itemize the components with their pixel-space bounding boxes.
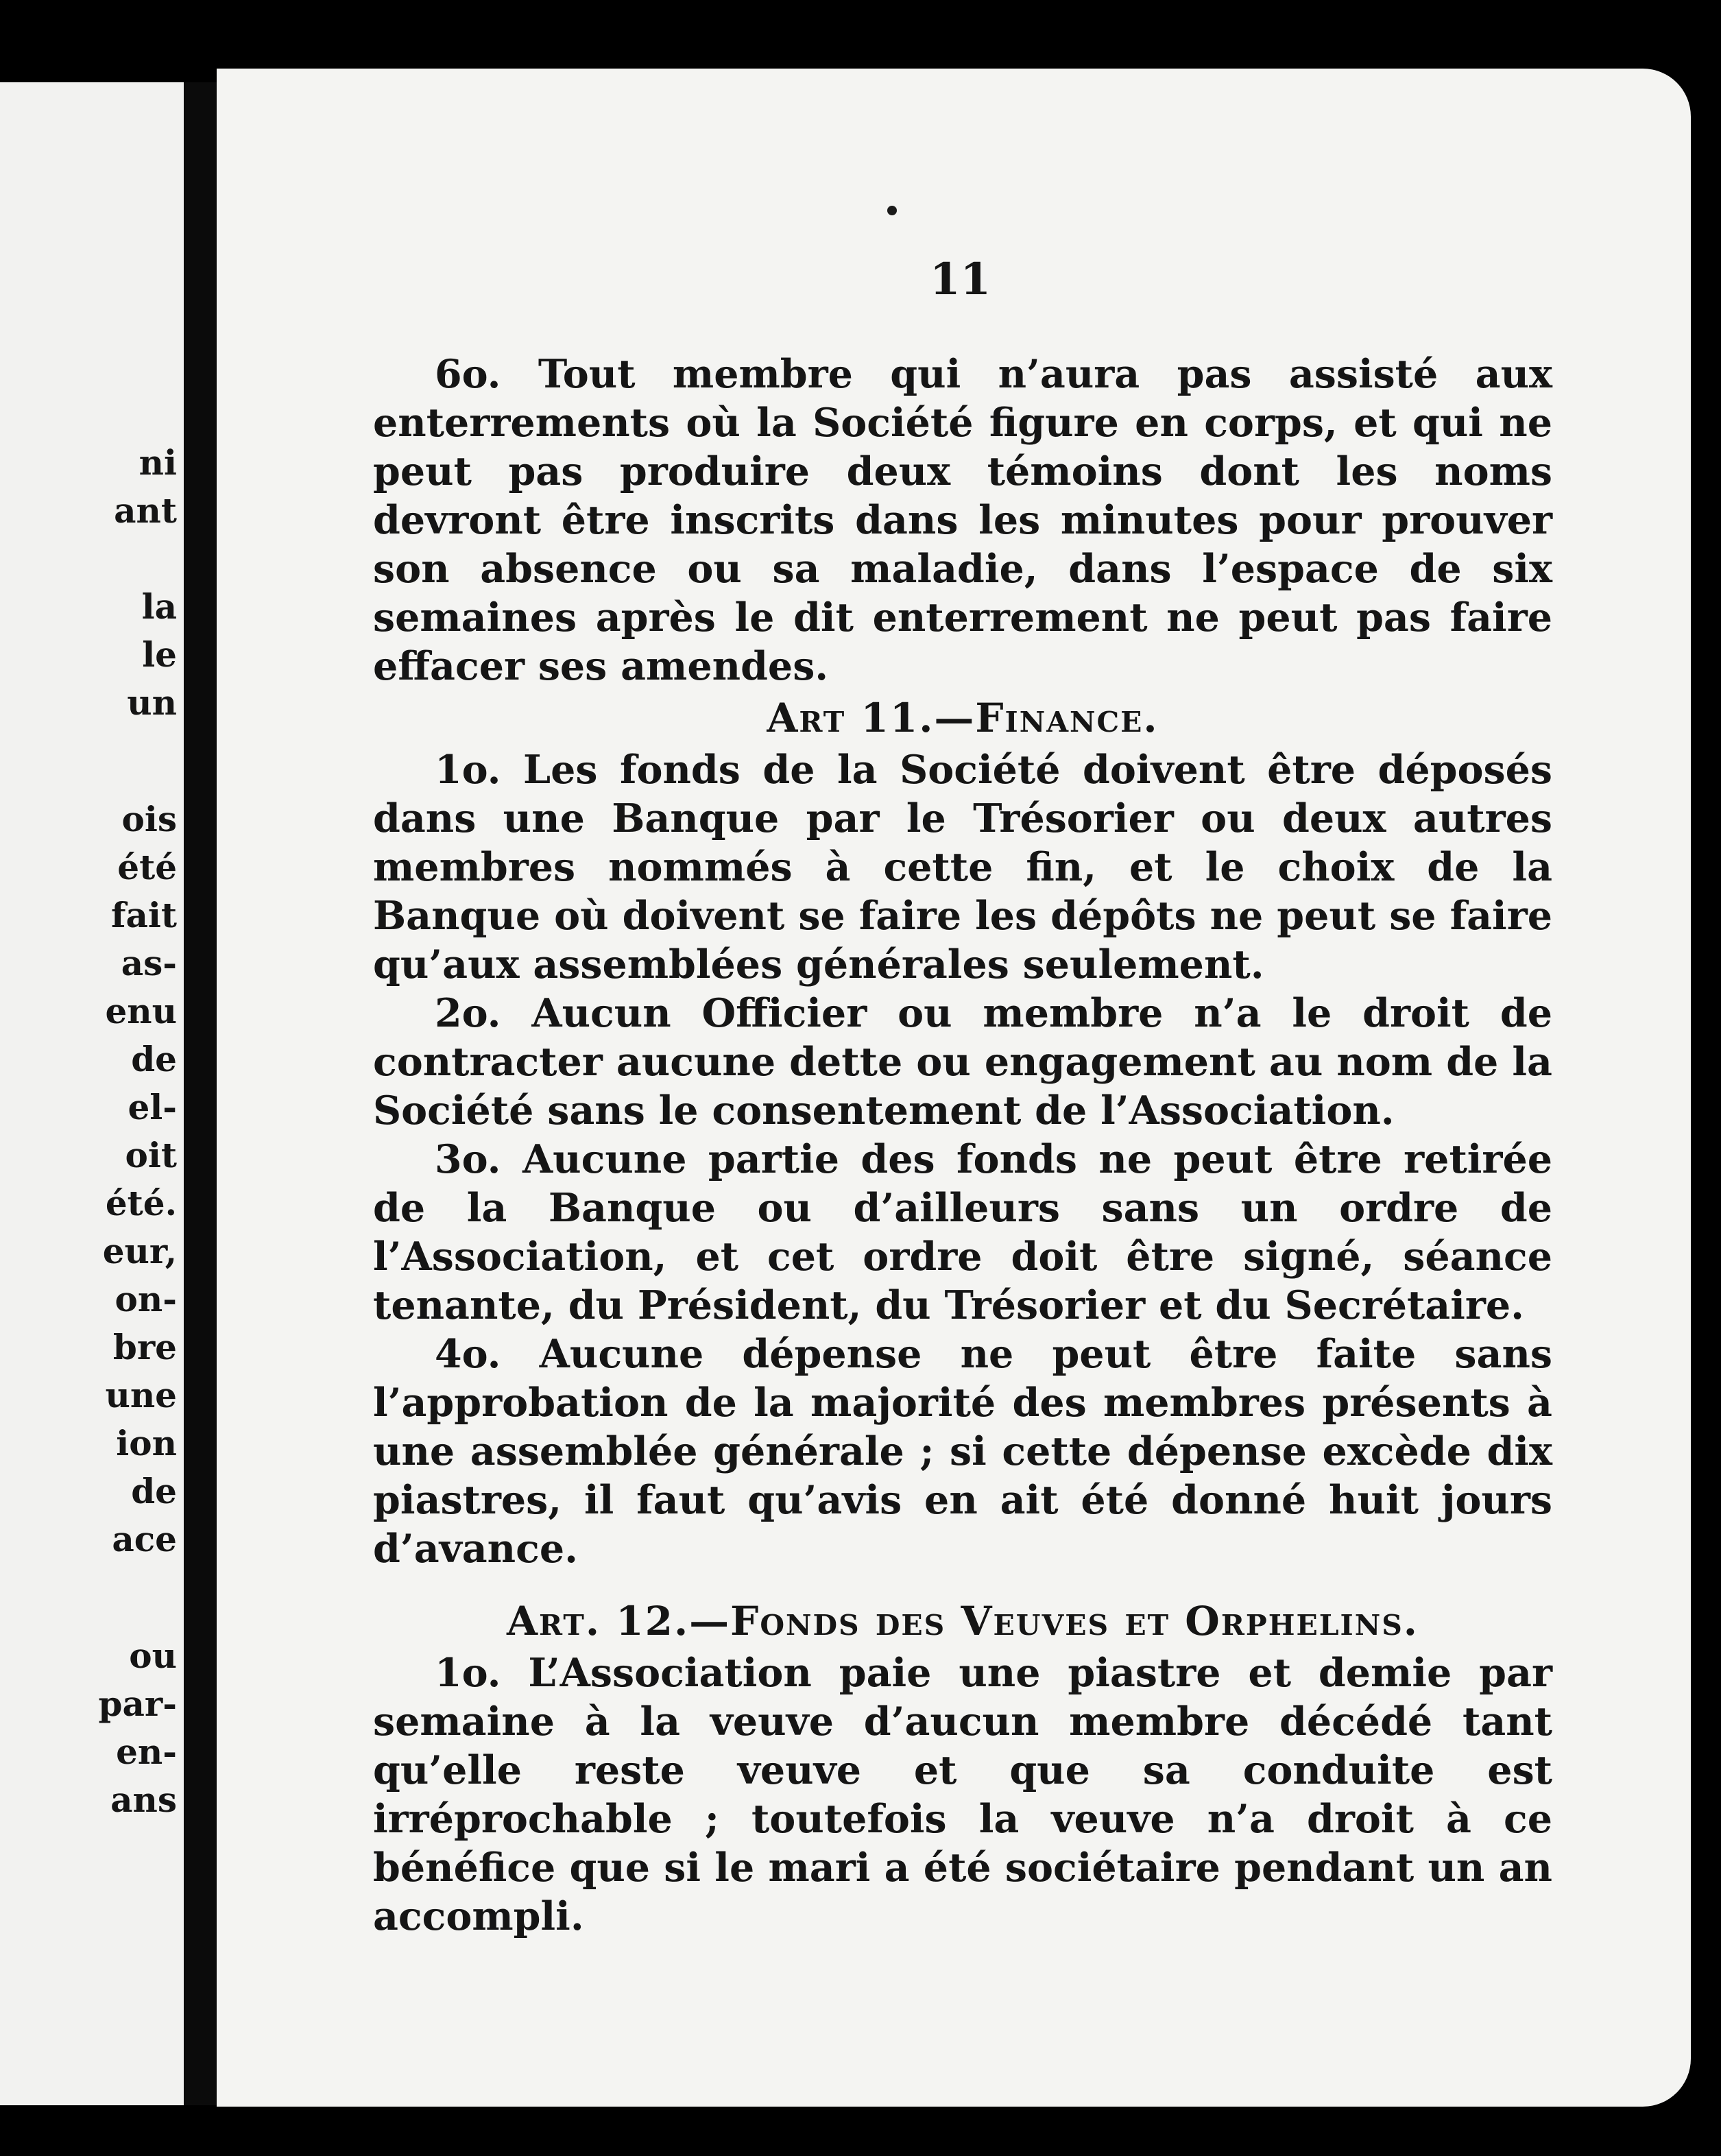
left-line: ans <box>110 1780 177 1820</box>
left-line: eur, <box>102 1231 177 1271</box>
left-line: de <box>131 1471 177 1511</box>
paragraph-art11-4o: 4o. Aucune dépense ne peut être faite sans l’approbation de la majorité des membres présents à une assemblée générale ; si cette dépense excède dix piastres, il faut qu’avis en ait été donné huit jours d’avance. <box>373 1331 1552 1572</box>
paragraph-art11-2o: 2o. Aucun Officier ou membre n’a le droit de contracter aucune dette ou engagement au nom de la Société sans le consentement de l’Association. <box>373 990 1552 1134</box>
left-line: ace <box>112 1519 177 1559</box>
left-line: ois <box>121 799 177 839</box>
left-line: on- <box>115 1279 177 1319</box>
paragraph-art12-1o: 1o. L’Association paie une piastre et demie par semaine à la veuve d’aucun membre décédé tant qu’elle reste veuve et que sa conduite est irréprochable ; toutefois la veuve n’a droit à ce bénéfice que si le mari a été sociétaire pendant un an accompli. <box>373 1650 1552 1939</box>
paragraph-6o: 6o. Tout membre qui n’aura pas assisté aux enterrements où la Société figure en corps, et qui ne peut pas produire deux témoins dont les noms devront être inscrits dans les minutes pour prouver son absence ou sa maladie, dans l’espace de six semaines après le dit enterrement ne peut pas faire effacer ses amendes. <box>373 351 1552 689</box>
ink-dot <box>887 206 897 215</box>
left-line: ion <box>116 1423 177 1463</box>
left-line: bre <box>112 1327 177 1367</box>
left-line: le <box>142 634 177 675</box>
paragraph-art11-3o: 3o. Aucune partie des fonds ne peut être retirée de la Banque ou d’ailleurs sans un ordre de l’Association, et cet ordre doit être signé, séance tenante, du Président, du Trésorier et du Secrétaire. <box>373 1136 1552 1328</box>
left-line: une <box>105 1375 177 1415</box>
article-11-heading: Art 11.—Finance. <box>767 695 1159 741</box>
left-line: été. <box>105 1183 177 1223</box>
article-12-heading: Art. 12.—Fonds des Veuves et Orphelins. <box>506 1598 1419 1644</box>
left-line: ant <box>114 490 177 531</box>
left-line: enu <box>105 991 177 1031</box>
left-line: en- <box>116 1732 177 1772</box>
left-line: as- <box>121 943 177 983</box>
paragraph-art11-1o: 1o. Les fonds de la Société doivent être déposés dans une Banque par le Trésorier ou deux autres membres nommés à cette fin, et le choix de la Banque où doivent se faire les dépôts ne peut se faire qu’aux assemblées générales seulement. <box>373 747 1552 987</box>
left-line: fait <box>111 895 177 935</box>
left-line: el- <box>128 1087 177 1127</box>
page-number: 11 <box>930 254 991 305</box>
page <box>217 69 1691 2107</box>
left-line: la <box>141 586 177 627</box>
left-line: ou <box>129 1636 177 1676</box>
page-body <box>373 350 1552 1941</box>
left-line: de <box>131 1039 177 1079</box>
left-page-fragment <box>0 82 184 2105</box>
left-line: ni <box>139 442 177 483</box>
left-line: oit <box>125 1135 177 1175</box>
left-line: un <box>127 682 177 723</box>
book-binding-gutter <box>184 82 217 2105</box>
left-line: été <box>117 847 177 887</box>
left-line: par- <box>98 1684 177 1724</box>
